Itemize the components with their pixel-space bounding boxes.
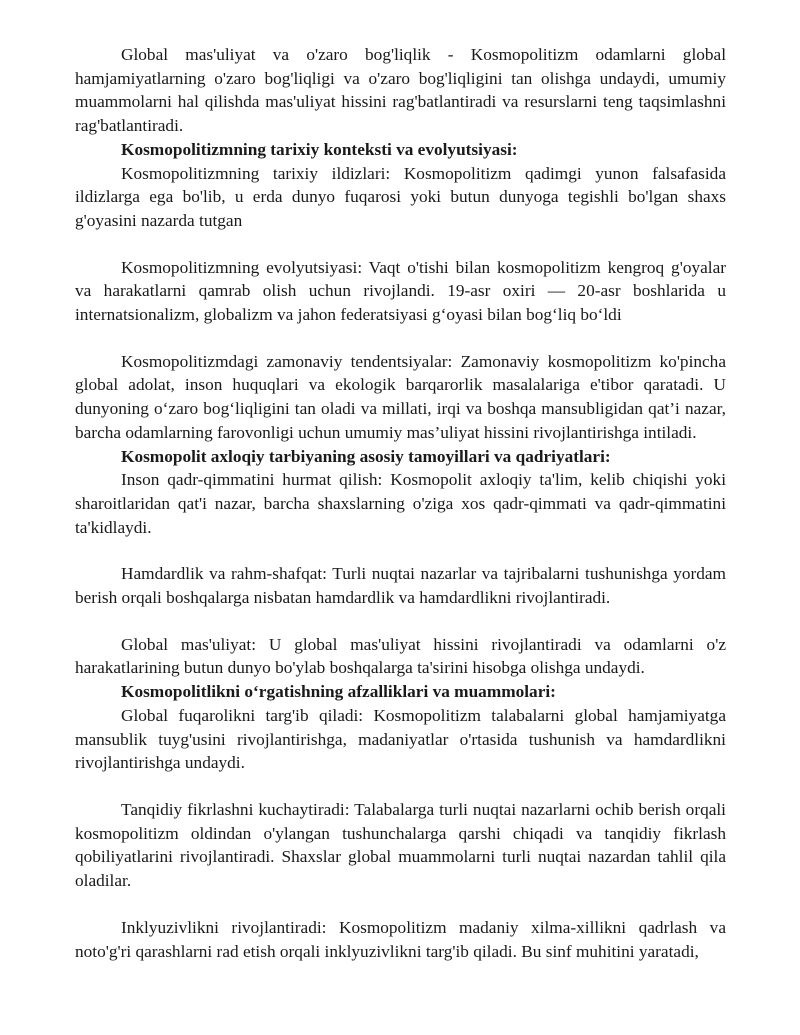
paragraph-evolution: Kosmopolitizmning evolyutsiyasi: Vaqt o'tishi bilan kosmopolitizm kengroq g'oyalar va harakatlarni qamrab olish uchun rivojlandi. 19-asr oxiri — 20-asr boshlarida u internatsionalizm, globalizm va jahon federatsiyasi g‘oyasi bilan bog‘liq bo‘ldi (75, 257, 726, 325)
paragraph-global-citizenship: Global fuqarolikni targ'ib qiladi: Kosmopolitizm talabalarni global hamjamiyatga mansublik tuyg'usini rivojlantirishga, madaniyatlar o'rtasida tushunish va hamdardlikni rivojlantirishga undaydi. (75, 705, 726, 773)
document-page (75, 43, 726, 963)
paragraph-global-responsibility-intro: Global mas'uliyat va o'zaro bog'liqlik - Kosmopolitizm odamlarni global hamjamiyatlarning o'zaro bog'liqligi va o'zaro bog'liqligini tan olishga undaydi, umumiy muammolarni hal qilishda mas'uliyat hissini rag'batlantiradi va resurslarni teng taqsimlashni rag'batlantiradi. (75, 45, 726, 136)
paragraph-historical-roots: Kosmopolitizmning tarixiy ildizlari: Kosmopolitizm qadimgi yunon falsafasida ildizlarga ega bo'lib, u erda dunyo fuqarosi yoki butun dunyoga tegishli bo'lgan shaxs g'oyasini nazarda tutgan (75, 163, 726, 230)
paragraph-human-dignity: Inson qadr-qimmatini hurmat qilish: Kosmopolit axloqiy ta'lim, kelib chiqishi yoki sharoitlaridan qat'i nazar, barcha shaxslarning o'ziga xos qadr-qimmati va qadr-qimmatini ta'kidlaydi. (75, 470, 726, 537)
paragraph-empathy: Hamdardlik va rahm-shafqat: Turli nuqtai nazarlar va tajribalarni tushunishga yordam berish orqali boshqalarga nisbatan hamdardlik va hamdardlikni rivojlantiradi. (75, 564, 726, 608)
paragraph-global-responsibility: Global mas'uliyat: U global mas'uliyat hissini rivojlantiradi va odamlarni o'z harakatlarining butun dunyo bo'ylab boshqalarga ta'sirini hisobga olishga undaydi. (75, 634, 726, 678)
heading-principles-values: Kosmopolit axloqiy tarbiyaning asosiy tamoyillari va qadriyatlari: (121, 446, 611, 466)
paragraph-inclusivity: Inklyuzivlikni rivojlantiradi: Kosmopolitizm madaniy xilma-xillikni qadrlash va noto'g'ri qarashlarni rad etish orqali inklyuzivlikni targ'ib qiladi. Bu sinf muhitini yaratadi, (75, 917, 726, 961)
paragraph-modern-trends: Kosmopolitizmdagi zamonaviy tendentsiyalar: Zamonaviy kosmopolitizm ko'pincha global adolat, inson huquqlari va ekologik barqarorlik masalalariga e'tibor qaratadi. U dunyoning o‘zaro bog‘liqligini tan oladi va millati, irqi va boshqa mansubligidan qat’i nazar, barcha odamlarning farovonligi uchun umumiy mas’uliyat hissini rivojlantirishga intiladi. (75, 351, 726, 442)
paragraph-critical-thinking: Tanqidiy fikrlashni kuchaytiradi: Talabalarga turli nuqtai nazarlarni ochib berish orqali kosmopolitizm oldindan o'ylangan tushunchalarga qarshi chiqadi va tanqidiy fikrlash qobiliyatlarini rivojlantiradi. Shaxslar global muammolarni turli nuqtai nazardan tahlil qila oladilar. (75, 799, 726, 891)
heading-benefits-challenges: Kosmopolitlikni o‘rgatishning afzalliklari va muammolari: (121, 682, 556, 702)
heading-historical-context: Kosmopolitizmning tarixiy konteksti va evolyutsiyasi: (121, 139, 518, 159)
